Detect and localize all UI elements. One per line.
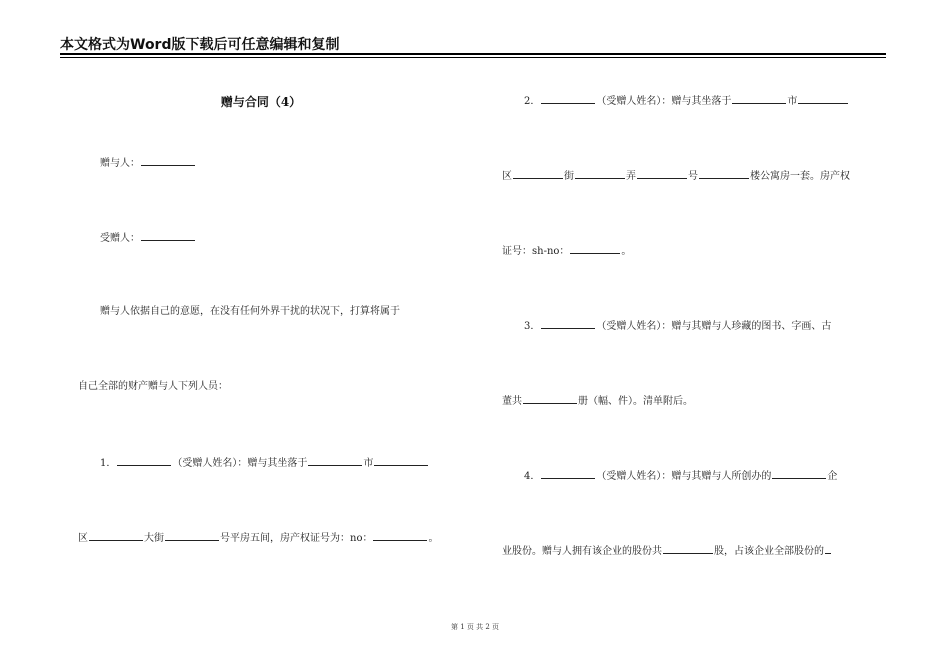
item1-name-blank — [117, 455, 171, 466]
item4-name-blank — [541, 468, 595, 479]
item2-lane-blank — [637, 168, 687, 179]
item2-line3 — [502, 243, 631, 259]
item1-city-blank-2 — [374, 455, 428, 466]
item2-line2 — [502, 168, 850, 184]
item3-text-a: （受赠人姓名）：赠与其赠与人珍藏的图书、字画、古 — [596, 321, 832, 332]
item1-street-label: 大街 — [144, 533, 164, 544]
item1-city-blank — [308, 455, 362, 466]
item4-text-d: 股，占该企业全部股份的 — [714, 546, 824, 557]
item3-text-c: 册（幅、件）。清单附后。 — [578, 396, 693, 407]
item2-number-label: 号 — [688, 171, 698, 182]
item2-text-a: （受赠人姓名）：赠与其坐落于 — [596, 96, 732, 107]
item4-text-b: 企 — [827, 471, 838, 482]
item1-cert-blank — [373, 530, 427, 541]
item2-street-blank — [575, 168, 625, 179]
item1-line2 — [78, 530, 438, 546]
item4-enterprise-blank — [772, 468, 826, 479]
item4-line1 — [524, 468, 837, 484]
item4-shares-blank — [663, 543, 713, 554]
item1-text-a: （受赠人姓名）：赠与其坐落于 — [172, 458, 308, 469]
item4-number: 4． — [524, 471, 541, 482]
item1-district-label: 区 — [78, 533, 88, 544]
contract-title: 赠与合同（4） — [220, 95, 302, 109]
donor-blank — [141, 155, 195, 166]
item2-city-blank-2 — [798, 93, 848, 104]
item2-text-b: 市 — [787, 96, 798, 107]
item4-line2 — [502, 543, 832, 559]
item3-count-blank — [523, 393, 577, 404]
item2-city-blank — [732, 93, 786, 104]
item2-line1 — [524, 93, 849, 109]
item4-percent-blank — [825, 543, 831, 554]
item2-end-mark: 。 — [621, 246, 632, 257]
donee-blank — [141, 230, 195, 241]
donee-line — [100, 230, 196, 246]
header-rule-thin — [60, 57, 886, 58]
item3-number: 3． — [524, 321, 541, 332]
item2-cert-blank — [570, 243, 620, 254]
intro-line-2: 自己全部的财产赠与人下列人员： — [78, 381, 228, 392]
item2-number: 2． — [524, 96, 541, 107]
page-footer: 第 1 页 共 2 页 — [450, 623, 500, 631]
item2-street-label: 街 — [564, 171, 574, 182]
donee-label: 受赠人： — [100, 233, 140, 244]
document-header: 本文格式为Word版下载后可任意编辑和复制 — [60, 37, 340, 53]
donor-line — [100, 155, 196, 171]
item3-text-b: 董共 — [502, 396, 522, 407]
item3-name-blank — [541, 318, 595, 329]
donor-label: 赠与人： — [100, 158, 140, 169]
item1-district-blank — [89, 530, 143, 541]
item1-cert-label: 号平房五间，房产权证号为：no： — [220, 533, 373, 544]
item2-district-label: 区 — [502, 171, 512, 182]
intro-line-1: 赠与人依据自己的意愿，在没有任何外界干扰的状况下，打算将属于 — [100, 306, 400, 317]
item1-street-blank — [165, 530, 219, 541]
header-rule-thick — [60, 53, 886, 55]
item4-text-c: 业股份。赠与人拥有该企业的股份共 — [502, 546, 662, 557]
item2-district-blank — [513, 168, 563, 179]
item2-number-blank — [699, 168, 749, 179]
item3-line1 — [524, 318, 831, 334]
item2-building-text: 楼公寓房一套。房产权 — [750, 171, 850, 182]
item1-end-mark: 。 — [428, 533, 439, 544]
item1-line1 — [100, 455, 429, 471]
item3-line2 — [502, 393, 693, 409]
item2-name-blank — [541, 93, 595, 104]
item2-lane-label: 弄 — [626, 171, 636, 182]
item1-text-b: 市 — [363, 458, 374, 469]
item2-cert-label: 证号：sh-no： — [502, 246, 570, 257]
item1-number: 1． — [100, 458, 117, 469]
item4-text-a: （受赠人姓名）：赠与其赠与人所创办的 — [596, 471, 772, 482]
